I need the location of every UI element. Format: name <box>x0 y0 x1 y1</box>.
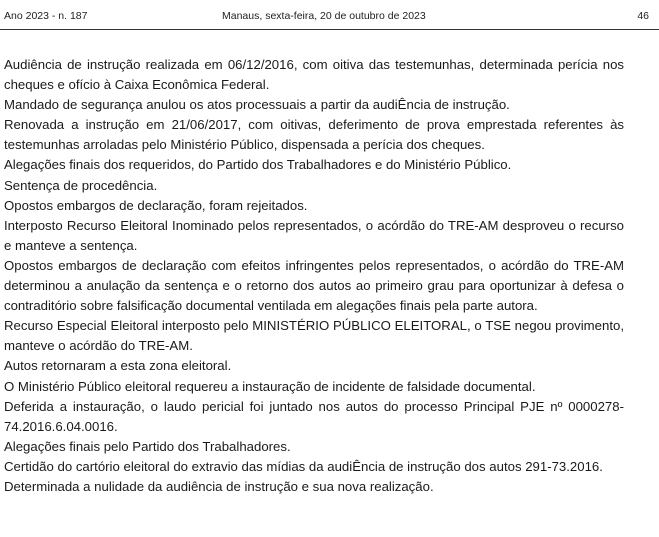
paragraph: Opostos embargos de declaração com efeitos infringentes pelos representados, o acórdão do TRE-AM determinou a anulação da sentença e o retorno dos autos ao primeiro grau para oportunizar à defesa o contraditório sobre falsificação documental ventilada em alegações finais pela parte autora. <box>4 257 624 314</box>
place-date-label: Manaus, sexta-feira, 20 de outubro de 2023 <box>222 10 426 22</box>
paragraph: Determinada a nulidade da audiência de instrução e sua nova realização. <box>4 478 434 494</box>
document-body <box>4 55 624 497</box>
paragraph: Interposto Recurso Eleitoral Inominado pelos representados, o acórdão do TRE-AM desproveu o recurso e manteve a sentença. <box>4 217 624 253</box>
edition-label: Ano 2023 - n. 187 <box>4 10 88 22</box>
header-divider <box>0 29 659 30</box>
paragraph: O Ministério Público eleitoral requereu a instauração de incidente de falsidade documental. <box>4 378 536 394</box>
paragraph: Sentença de procedência. <box>4 177 158 193</box>
paragraph: Audiência de instrução realizada em 06/12/2016, com oitiva das testemunhas, determinada perícia nos cheques e ofício à Caixa Econômica Federal. <box>4 57 624 93</box>
paragraph: Recurso Especial Eleitoral interposto pelo MINISTÉRIO PÚBLICO ELEITORAL, o TSE negou provimento, manteve o acórdão do TRE-AM. <box>4 318 624 354</box>
paragraph: Deferida a instauração, o laudo pericial foi juntado nos autos do processo Principal PJE nº 0000278-74.2016.6.04.0016. <box>4 398 624 434</box>
paragraph: Renovada a instrução em 21/06/2017, com oitivas, deferimento de prova emprestada referentes às testemunhas arroladas pelo Ministério Público, dispensada a perícia dos cheques. <box>4 117 624 153</box>
paragraph: Alegações finais pelo Partido dos Trabalhadores. <box>4 438 291 454</box>
paragraph: Opostos embargos de declaração, foram rejeitados. <box>4 197 308 213</box>
page-number: 46 <box>637 10 649 22</box>
paragraph: Autos retornaram a esta zona eleitoral. <box>4 358 232 374</box>
paragraph: Certidão do cartório eleitoral do extravio das mídias da audiÊncia de instrução dos autos 291-73.2016. <box>4 458 603 474</box>
page-header <box>0 0 659 30</box>
paragraph: Mandado de segurança anulou os atos processuais a partir da audiÊncia de instrução. <box>4 97 510 113</box>
paragraph: Alegações finais dos requeridos, do Partido dos Trabalhadores e do Ministério Público. <box>4 157 512 173</box>
